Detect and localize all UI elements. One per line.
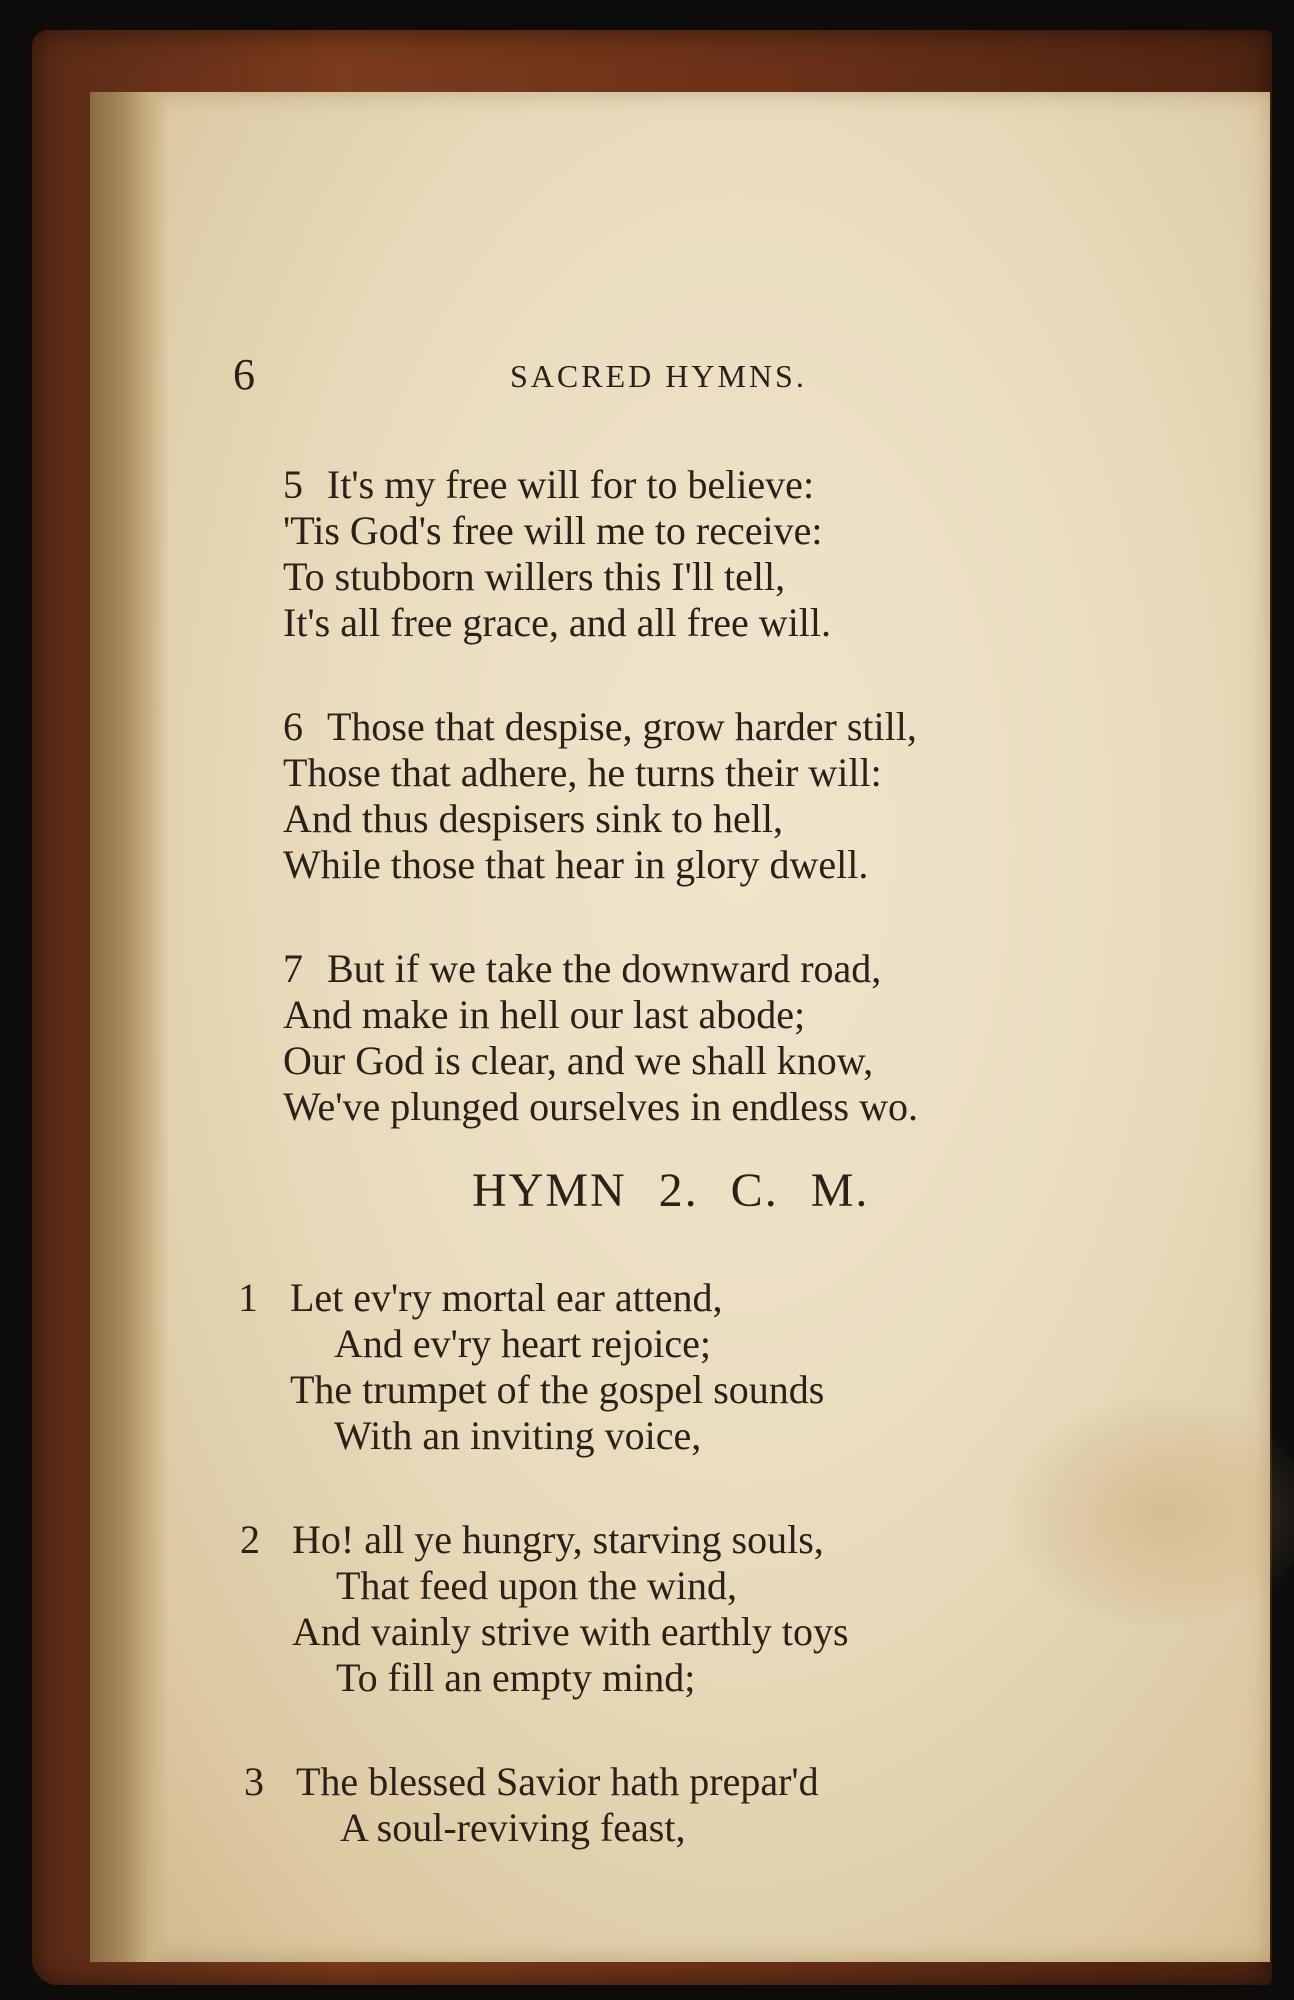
stanza-line: Those that adhere, he turns their will: [283, 750, 882, 795]
stanza-line: While those that hear in glory dwell. [283, 842, 869, 887]
stanza-7 [283, 946, 1183, 1130]
stanza-line: Our God is clear, and we shall know, [283, 1038, 874, 1083]
stanza-line: A soul-reviving feast, [340, 1805, 686, 1850]
page-number: 6 [233, 350, 255, 399]
stanza-number: 5 [283, 462, 303, 507]
stanza-number: 6 [283, 704, 303, 749]
stanza-5 [283, 462, 1183, 646]
line-text: Those that despise, grow harder still, [327, 704, 917, 749]
stanza-line: And ev'ry heart rejoice; [334, 1321, 712, 1366]
stanza-line: The trumpet of the gospel sounds [290, 1367, 825, 1412]
stanza-number: 7 [283, 946, 303, 991]
stanza-line: Ho! all ye hungry, starving souls, [292, 1517, 824, 1562]
stanza-line [283, 946, 1183, 992]
line-text: It's my free will for to believe: [327, 462, 815, 507]
stanza-line: The blessed Savior hath prepar'd [296, 1759, 819, 1804]
line-text: But if we take the downward road, [327, 946, 882, 991]
stanza-line: To fill an empty mind; [336, 1655, 696, 1700]
page-gutter [90, 92, 170, 1962]
page-header [233, 352, 1133, 398]
stanza-line: And vainly strive with earthly toys [292, 1609, 849, 1654]
stanza-line: To stubborn willers this I'll tell, [283, 554, 786, 599]
stanza-line: We've plunged ourselves in endless wo. [283, 1084, 918, 1129]
hymn-stanza-3 [244, 1759, 1196, 1851]
stanza-line [283, 462, 1183, 508]
stanza-line: That feed upon the wind, [336, 1563, 737, 1608]
stanza-line: And thus despisers sink to hell, [283, 796, 783, 841]
stanza-line: 'Tis God's free will me to receive: [283, 508, 823, 553]
stanza-number: 2 [240, 1517, 260, 1562]
stanza-line [283, 704, 1183, 750]
hymn-stanza-1 [238, 1275, 1190, 1459]
stanza-6 [283, 704, 1183, 888]
hymn-title: HYMN 2. C. M. [472, 1164, 870, 1217]
stanza-line: With an inviting voice, [334, 1413, 702, 1458]
stanza-line: It's all free grace, and all free will. [283, 600, 832, 645]
stanza-line: And make in hell our last abode; [283, 992, 806, 1037]
stanza-number: 1 [238, 1275, 258, 1320]
stanza-line: Let ev'ry mortal ear attend, [290, 1275, 723, 1320]
running-head: SACRED HYMNS. [510, 358, 807, 394]
stanza-number: 3 [244, 1759, 264, 1804]
hymn-stanza-2 [240, 1517, 1192, 1701]
